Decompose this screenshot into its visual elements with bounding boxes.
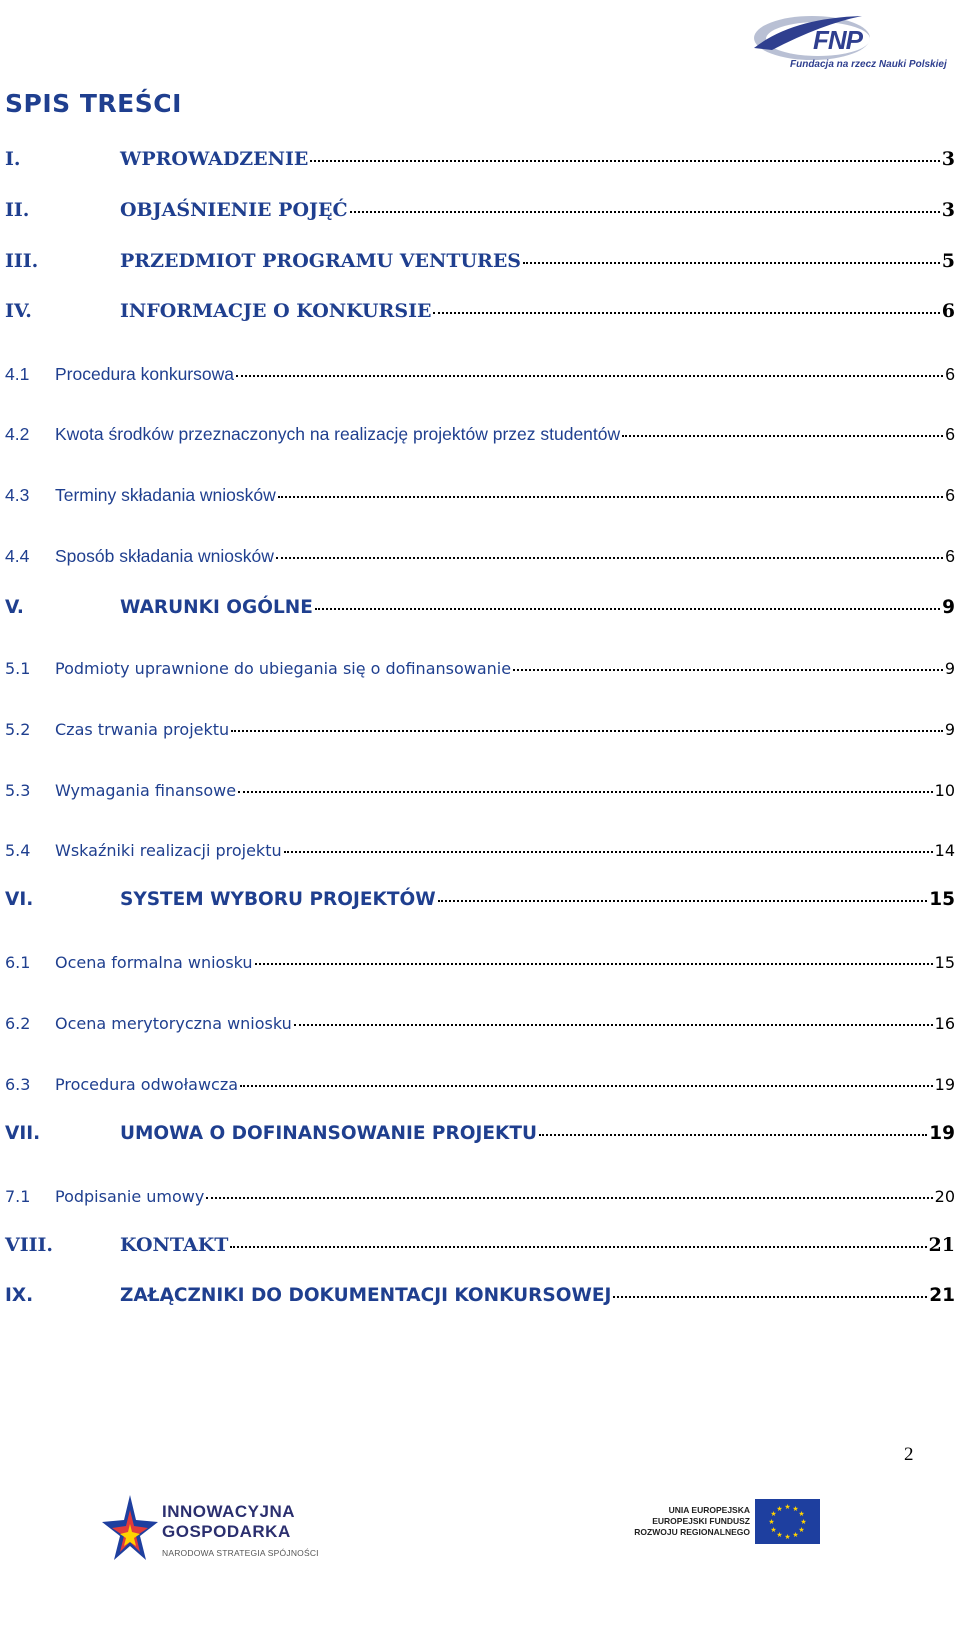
toc-entry[interactable] xyxy=(5,300,955,322)
toc-title: SPIS TREŚCI xyxy=(5,89,182,118)
eu-logo-line3: ROZWOJU REGIONALNEGO xyxy=(634,1527,750,1537)
fnp-logo xyxy=(752,8,957,72)
eu-logo xyxy=(615,1497,820,1557)
ig-logo-line3: NARODOWA STRATEGIA SPÓJNOŚCI xyxy=(162,1548,319,1558)
dot-leader xyxy=(230,1245,926,1248)
svg-text:★: ★ xyxy=(784,1503,791,1511)
toc-entry[interactable] xyxy=(5,1234,955,1256)
dot-leader xyxy=(238,790,933,793)
toc-entry-page: 3 xyxy=(941,199,955,221)
toc-entry-page: 19 xyxy=(934,1075,955,1094)
fnp-logo-text: FNP xyxy=(813,25,862,55)
toc-entry-number: 6.1 xyxy=(5,953,31,972)
svg-text:★: ★ xyxy=(798,1510,805,1518)
toc-entry-number: IV. xyxy=(5,300,32,322)
svg-text:★: ★ xyxy=(792,1505,799,1513)
svg-text:★: ★ xyxy=(784,1533,791,1541)
toc-entry[interactable] xyxy=(5,250,955,272)
toc-entry[interactable] xyxy=(5,659,955,678)
toc-entry-number: 4.4 xyxy=(5,546,30,566)
toc-entry-label: Sposób składania wniosków xyxy=(55,546,274,566)
toc-entry[interactable] xyxy=(5,1014,955,1033)
toc-entry[interactable] xyxy=(5,546,955,567)
toc-entry[interactable] xyxy=(5,597,955,618)
toc-entry-label: KONTAKT xyxy=(120,1234,229,1256)
toc-entry-number: I. xyxy=(5,148,21,170)
dot-leader xyxy=(236,374,943,377)
toc-entry[interactable] xyxy=(5,485,955,506)
toc-entry-label: ZAŁĄCZNIKI DO DOKUMENTACJI KONKURSOWEJ xyxy=(120,1285,612,1306)
dot-leader xyxy=(231,729,943,732)
dot-leader xyxy=(284,850,933,853)
toc-entry-page: 16 xyxy=(934,1014,955,1033)
eu-logo-line1: UNIA EUROPEJSKA xyxy=(668,1505,750,1515)
toc-entry-number: 4.1 xyxy=(5,364,30,384)
toc-entry-number: 5.1 xyxy=(5,659,31,678)
fnp-logo-subtitle: Fundacja na rzecz Nauki Polskiej xyxy=(790,59,947,70)
toc-entry-page: 10 xyxy=(934,781,955,800)
toc-entry-page: 6 xyxy=(945,424,955,444)
toc-entry-number: 5.2 xyxy=(5,720,31,739)
toc-entry-label: Procedura odwoławcza xyxy=(55,1075,239,1094)
toc-entry-label: Kwota środków przeznaczonych na realizację projektów przez studentów xyxy=(55,424,621,444)
dot-leader xyxy=(276,556,943,559)
toc-entry[interactable] xyxy=(5,953,955,972)
toc-entry-label: Czas trwania projektu xyxy=(55,720,230,739)
toc-entry-number: 4.2 xyxy=(5,424,30,444)
svg-text:★: ★ xyxy=(770,1510,777,1518)
toc-entry-label: OBJAŚNIENIE POJĘĆ xyxy=(120,199,348,221)
dot-leader xyxy=(438,899,928,902)
toc-entry-page: 6 xyxy=(945,364,955,384)
toc-entry-label: Wymagania finansowe xyxy=(55,781,237,800)
toc-entry[interactable] xyxy=(5,1187,955,1206)
toc-entry[interactable] xyxy=(5,1285,955,1306)
toc-entry-number: 5.3 xyxy=(5,781,31,800)
toc-entry[interactable] xyxy=(5,148,955,170)
toc-entry-number: 6.3 xyxy=(5,1075,31,1094)
toc-entry-label: Ocena merytoryczna wniosku xyxy=(55,1014,292,1033)
ig-logo-line1: INNOWACYJNA xyxy=(162,1502,296,1521)
toc-entry-page: 20 xyxy=(934,1187,955,1206)
toc-entry-number: VII. xyxy=(5,1123,41,1144)
toc-entry-page: 9 xyxy=(942,597,955,618)
toc-entry[interactable] xyxy=(5,1123,955,1144)
ig-logo-line2: GOSPODARKA xyxy=(162,1522,291,1541)
toc-entry-page: 14 xyxy=(934,841,955,860)
svg-text:★: ★ xyxy=(776,1531,783,1539)
toc-entry-page: 21 xyxy=(929,1285,955,1306)
toc-entry-label: Podmioty uprawnione do ubiegania się o dofinansowanie xyxy=(55,659,512,678)
toc-entry-number: 6.2 xyxy=(5,1014,31,1033)
toc-entry-label: Procedura konkursowa xyxy=(55,364,234,384)
toc-entry[interactable] xyxy=(5,424,955,445)
toc-entry-number: 5.4 xyxy=(5,841,31,860)
toc-entry-page: 6 xyxy=(945,485,955,505)
toc-entry-page: 15 xyxy=(934,953,955,972)
toc-entry[interactable] xyxy=(5,781,955,800)
dot-leader xyxy=(539,1133,927,1136)
toc-entry-number: II. xyxy=(5,199,30,221)
toc-entry-page: 6 xyxy=(945,546,955,566)
eu-logo-line2: EUROPEJSKI FUNDUSZ xyxy=(652,1516,750,1526)
toc-entry-label: Wskaźniki realizacji projektu xyxy=(55,841,282,860)
toc-entry-page: 9 xyxy=(944,720,955,739)
dot-leader xyxy=(240,1084,933,1087)
toc-entry-page: 9 xyxy=(944,659,955,678)
innowacyjna-gospodarka-logo xyxy=(100,1490,340,1585)
toc-entry-number: VI. xyxy=(5,889,34,910)
dot-leader xyxy=(513,668,943,671)
toc-entry[interactable] xyxy=(5,841,955,860)
toc-entry-label: Podpisanie umowy xyxy=(55,1187,205,1206)
toc-entry-number: VIII. xyxy=(5,1234,54,1256)
dot-leader xyxy=(206,1196,932,1199)
toc-entry-page: 15 xyxy=(929,889,955,910)
toc-entry-number: V. xyxy=(5,597,24,618)
toc-entry-label: WARUNKI OGÓLNE xyxy=(120,597,313,618)
toc-entry-number: 7.1 xyxy=(5,1187,31,1206)
toc-entry-label: INFORMACJE O KONKURSIE xyxy=(120,300,432,322)
toc-entry-label: Ocena formalna wniosku xyxy=(55,953,253,972)
toc-entry[interactable] xyxy=(5,720,955,739)
toc-entry-number: IX. xyxy=(5,1285,34,1306)
dot-leader xyxy=(622,434,943,437)
svg-text:★: ★ xyxy=(798,1526,805,1534)
toc-entry-number: 4.3 xyxy=(5,485,30,505)
dot-leader xyxy=(310,159,939,162)
dot-leader xyxy=(315,607,940,610)
dot-leader xyxy=(350,210,940,213)
svg-text:★: ★ xyxy=(770,1526,777,1534)
toc-entry[interactable] xyxy=(5,889,955,910)
dot-leader xyxy=(433,311,939,314)
toc-entry-label: PRZEDMIOT PROGRAMU VENTURES xyxy=(120,250,522,272)
dot-leader xyxy=(613,1295,927,1298)
dot-leader xyxy=(255,962,933,965)
page-number: 2 xyxy=(904,1444,914,1465)
eu-logo-text xyxy=(630,1505,750,1538)
toc-entry-page: 6 xyxy=(941,300,955,322)
toc-entry-label: SYSTEM WYBORU PROJEKTÓW xyxy=(120,889,436,910)
toc-entry[interactable] xyxy=(5,1075,955,1094)
toc-entry-label: UMOWA O DOFINANSOWANIE PROJEKTU xyxy=(120,1123,537,1144)
eu-flag-icon xyxy=(755,1499,820,1544)
star-emblem-icon xyxy=(100,1490,160,1580)
svg-text:★: ★ xyxy=(776,1505,783,1513)
dot-leader xyxy=(523,261,940,264)
toc-entry-label: WPROWADZENIE xyxy=(120,148,309,170)
toc-entry-page: 21 xyxy=(928,1234,955,1256)
toc-entry-page: 19 xyxy=(929,1123,955,1144)
dot-leader xyxy=(294,1023,933,1026)
toc-entry[interactable] xyxy=(5,364,955,385)
toc-entry-number: III. xyxy=(5,250,39,272)
toc-entry-page: 5 xyxy=(941,250,955,272)
toc-entry-page: 3 xyxy=(941,148,955,170)
toc-entry-label: Terminy składania wniosków xyxy=(55,485,276,505)
svg-text:★: ★ xyxy=(768,1518,775,1526)
svg-text:★: ★ xyxy=(800,1518,807,1526)
toc-entry[interactable] xyxy=(5,199,955,221)
svg-text:★: ★ xyxy=(792,1531,799,1539)
dot-leader xyxy=(278,495,943,498)
